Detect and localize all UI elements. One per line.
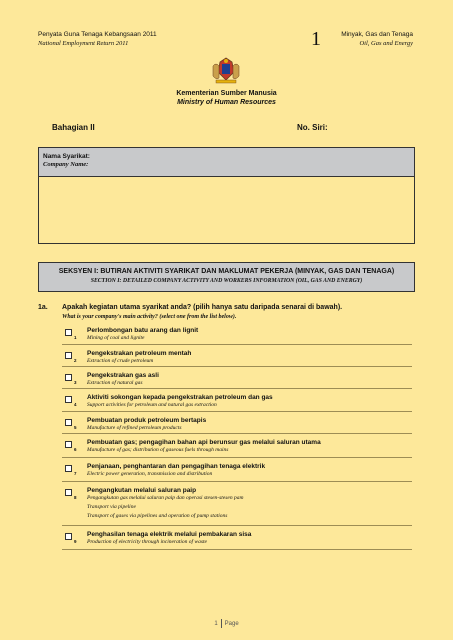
- option-checkbox[interactable]: [65, 441, 72, 448]
- activity-option[interactable]: [62, 482, 412, 526]
- option-label-en: Electric power generation, transmission and distribution: [87, 471, 213, 477]
- option-checkbox[interactable]: [65, 396, 72, 403]
- header-page-number: 1: [311, 28, 321, 50]
- question-text-en: What is your company's main activity? (select one from the list below).: [62, 314, 237, 320]
- option-label-en: Transport via pipeline: [87, 504, 136, 510]
- header-left: [38, 30, 157, 48]
- option-label-ms: Aktiviti sokongan kepada pengekstrakan petroleum dan gas: [87, 394, 273, 401]
- question-text-ms: Apakah kegiatan utama syarikat anda? (pilih hanya satu daripada senarai di bawah).: [62, 304, 343, 311]
- option-label-en: Extraction of natural gas: [87, 380, 143, 386]
- option-label-en: Transport of gases via pipelines and operation of pump stations: [87, 513, 228, 519]
- section-title-ms: SEKSYEN I: BUTIRAN AKTIVITI SYARIKAT DAN MAKLUMAT PEKERJA (MINYAK, GAS DAN TENAGA): [58, 268, 395, 275]
- option-number: 5: [74, 425, 77, 430]
- company-name-header: [39, 148, 414, 177]
- option-checkbox[interactable]: [65, 489, 72, 496]
- option-checkbox[interactable]: [65, 374, 72, 381]
- activity-option[interactable]: [62, 345, 412, 367]
- option-checkbox[interactable]: [65, 465, 72, 472]
- option-label-ms: Pengekstrakan petroleum mentah: [87, 350, 192, 357]
- malaysia-coat-of-arms-icon: [210, 56, 242, 86]
- option-number: 2: [74, 358, 77, 363]
- option-number: 8: [74, 495, 77, 500]
- bahagian-label: Bahagian II: [52, 123, 95, 132]
- header-sector-en: Oil, Gas and Energy: [359, 40, 413, 47]
- option-checkbox[interactable]: [65, 419, 72, 426]
- option-label-en: Support activities for petroleum and natural gas extraction: [87, 402, 217, 408]
- serial-number-label: No. Siri:: [297, 123, 328, 132]
- company-name-label-en: Company Name:: [43, 161, 89, 168]
- option-label-ms: Pengangkutan melalui saluran paip: [87, 487, 197, 494]
- company-name-label-ms: Nama Syarikat:: [43, 153, 90, 160]
- option-label-ms: Pengekstrakan gas asli: [87, 372, 159, 379]
- option-label-en: Mining of coal and lignite: [87, 335, 145, 341]
- activity-option[interactable]: [62, 526, 412, 550]
- option-number: 4: [74, 402, 77, 407]
- activity-option[interactable]: [62, 322, 412, 345]
- ministry-name: [0, 89, 453, 107]
- header-title-en: National Employment Return 2011: [38, 40, 129, 47]
- option-number: 6: [74, 447, 77, 452]
- footer-divider: [221, 619, 222, 628]
- question-number: 1a.: [38, 304, 48, 311]
- activity-option[interactable]: [62, 367, 412, 389]
- option-label-en: Production of electricity through incineration of waste: [87, 539, 207, 545]
- section-title-en: SECTION I: DETAILED COMPANY ACTIVITY AND WORKERS INFORMATION (OIL, GAS AND ENERGY): [90, 278, 363, 284]
- footer-page-number: 1: [214, 621, 218, 628]
- option-checkbox[interactable]: [65, 329, 72, 336]
- question-1a: [38, 304, 342, 311]
- company-name-field[interactable]: [39, 177, 414, 243]
- option-number: 3: [74, 380, 77, 385]
- page-footer: [0, 619, 453, 628]
- option-checkbox[interactable]: [65, 533, 72, 540]
- option-label-en: Manufacture of gas; distribution of gaseous fuels through mains: [87, 447, 229, 453]
- section-header: [38, 262, 415, 292]
- activity-option[interactable]: [62, 389, 412, 412]
- header-right: [341, 30, 413, 48]
- company-name-box: [38, 147, 415, 244]
- activity-option[interactable]: [62, 434, 412, 458]
- option-label-en: Extraction of crude petroleum: [87, 358, 154, 364]
- activity-options-list: [62, 322, 412, 550]
- option-number: 9: [74, 539, 77, 544]
- ministry-en: Ministry of Human Resources: [177, 99, 276, 106]
- option-label-ms: Pembuatan produk petroleum bertapis: [87, 417, 207, 424]
- option-checkbox[interactable]: [65, 352, 72, 359]
- option-number: 1: [74, 335, 77, 340]
- option-label-ms: Penjanaan, penghantaran dan pengagihan tenaga elektrik: [87, 463, 266, 470]
- ministry-ms: Kementerian Sumber Manusia: [176, 90, 277, 97]
- option-label-en: Manufacture of refined petroleum products: [87, 425, 182, 431]
- option-label-ms: Pembuatan gas; pengagihan bahan api berunsur gas melalui saluran utama: [87, 439, 321, 446]
- option-label-ms: Perlombongan batu arang dan lignit: [87, 327, 199, 334]
- header-sector-ms: Minyak, Gas dan Tenaga: [341, 31, 413, 38]
- activity-option[interactable]: [62, 458, 412, 482]
- option-label-ms: Penghasilan tenaga elektrik melalui pembakaran sisa: [87, 531, 252, 538]
- option-label-en: Pengangkutan gas melalui saluran paip dan operasi stesen-stesen pam: [87, 495, 244, 501]
- activity-option[interactable]: [62, 412, 412, 434]
- option-number: 7: [74, 471, 77, 476]
- footer-page-label: Page: [224, 621, 239, 628]
- header-title-ms: Penyata Guna Tenaga Kebangsaan 2011: [38, 31, 157, 38]
